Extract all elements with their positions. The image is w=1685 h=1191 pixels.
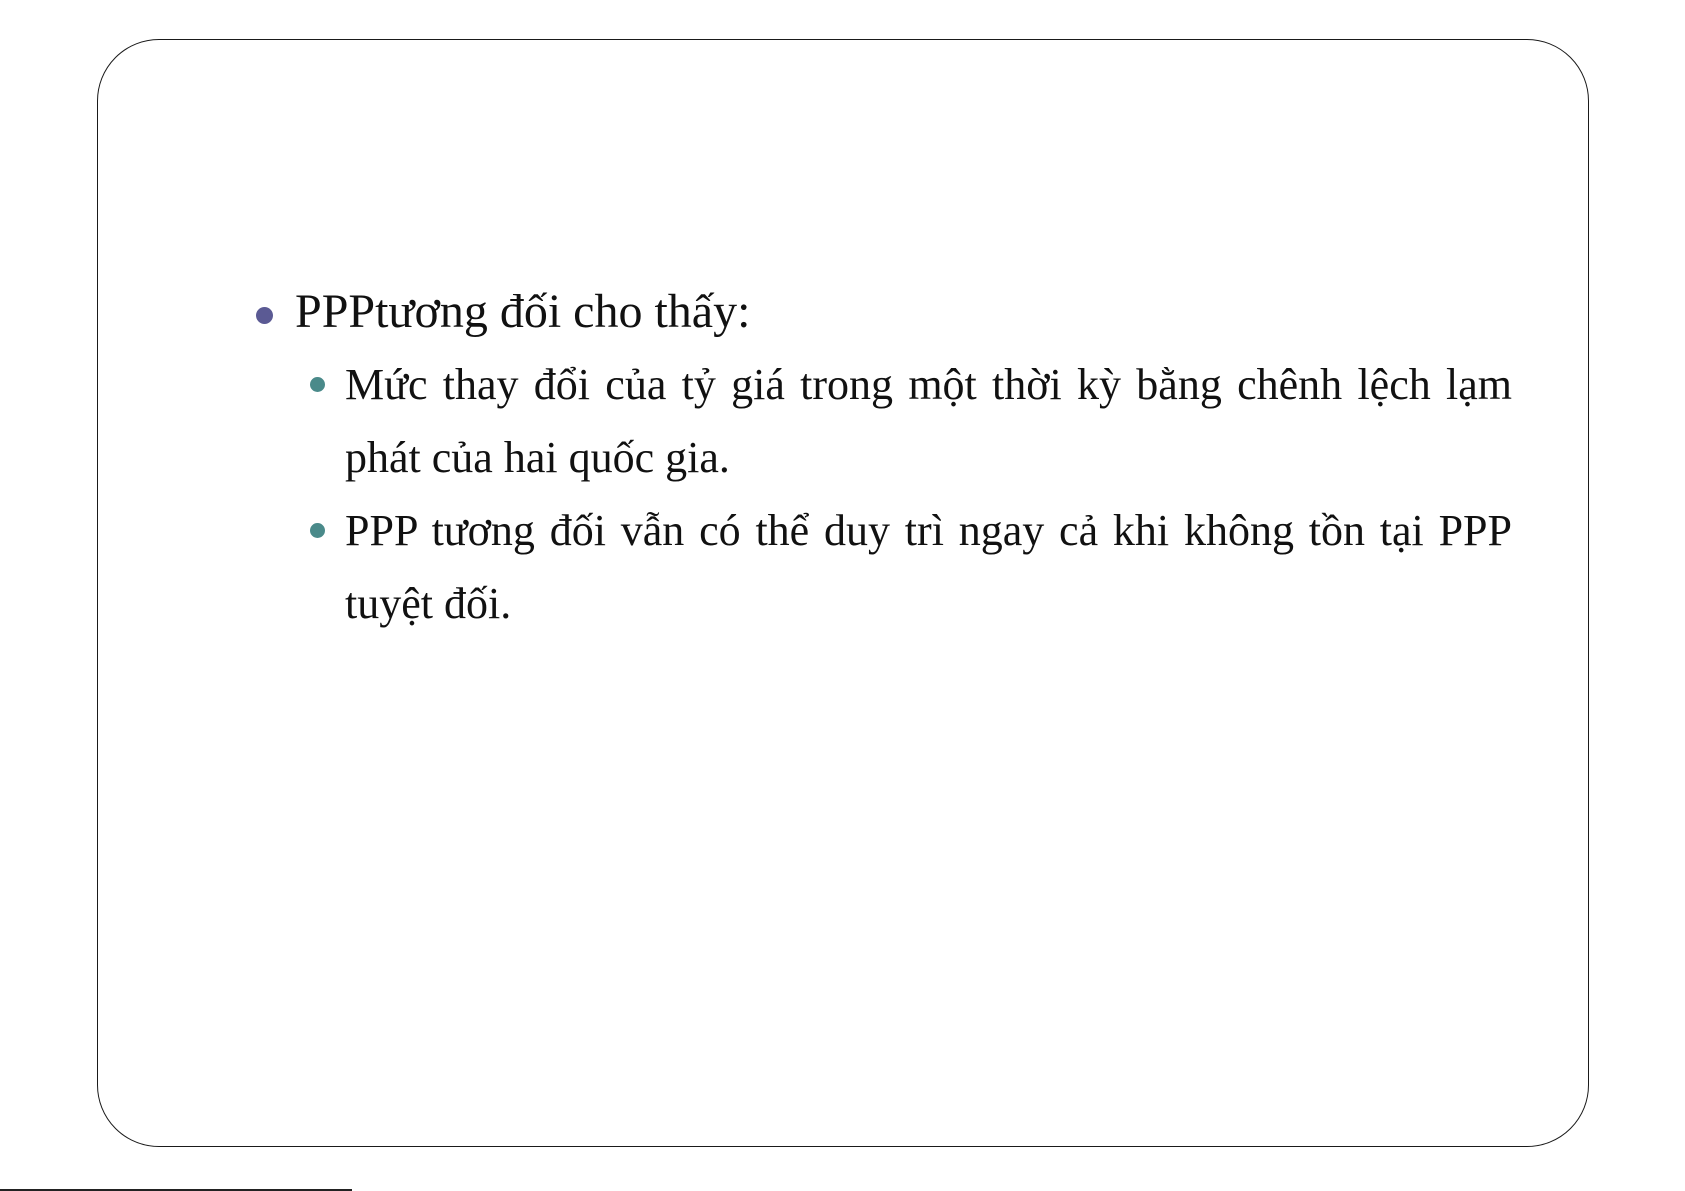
bullet-dot-icon <box>310 523 325 538</box>
sub-bullet <box>345 494 1512 640</box>
sub-bullet-text: PPP tương đối vẫn có thể duy trì ngay cả khi không tồn tại PPP tuyệt đối. <box>345 506 1512 628</box>
main-bullet <box>250 280 1510 344</box>
slide-content <box>250 280 1510 640</box>
bullet-dot-icon <box>256 307 273 324</box>
sub-bullet <box>345 348 1512 494</box>
main-bullet-text: PPPtương đối cho thấy: <box>295 285 751 338</box>
sub-bullet-text: Mức thay đổi của tỷ giá trong một thời kỳ bằng chênh lệch lạm phát của hai quốc gia. <box>345 360 1512 482</box>
bullet-dot-icon <box>310 377 325 392</box>
sub-bullet-list <box>250 348 1512 640</box>
